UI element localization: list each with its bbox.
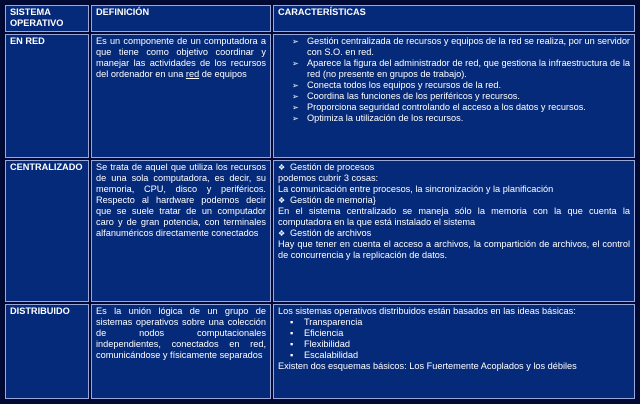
idea-text: Transparencia (304, 317, 363, 327)
feature-text: Optimiza la utilización de los recursos. (307, 113, 464, 123)
row-label-distribuido: DISTRIBUIDO (5, 304, 89, 399)
list-item (292, 80, 630, 91)
mem-text: En el sistema centralizado se maneja sólo la memoria con la que cuenta la computadora en la que está instalado el sistema (278, 206, 630, 227)
list-item (290, 350, 630, 361)
row-label-en-red: EN RED (5, 34, 89, 158)
dist-intro: Los sistemas operativos distribuidos están basados en las ideas básicas: (278, 306, 576, 316)
list-item (292, 36, 630, 58)
list-item (292, 91, 630, 102)
section-title: Gestión de memoria} (290, 195, 376, 205)
dot-bullet-icon: ▪ (290, 328, 294, 338)
feature-text: Conecta todos los equipos y recursos de la red. (307, 80, 502, 90)
arrow-bullet-icon: ➢ (292, 92, 299, 101)
feature-text: Proporciona seguridad controlando el acceso a los datos y recursos. (307, 102, 586, 112)
header-sistema-operativo: SISTEMA OPERATIVO (5, 5, 89, 32)
list-item (292, 102, 630, 113)
list-item (290, 339, 630, 350)
header-row (5, 5, 635, 32)
files-text: Hay que tener en cuenta el acceso a archivos, la compartición de archivos, el control de concurrencia y la replicación de datos. (278, 239, 630, 260)
header-caracteristicas: CARACTERÍSTICAS (273, 5, 635, 32)
arrow-bullet-icon: ➢ (292, 37, 299, 46)
diamond-bullet-icon: ❖ (278, 196, 286, 205)
dot-bullet-icon: ▪ (290, 339, 294, 349)
proc-intro: podemos cubrir 3 cosas: (278, 173, 379, 183)
arrow-bullet-icon: ➢ (292, 59, 299, 68)
idea-text: Flexibilidad (304, 339, 350, 349)
definition-en-red-text-b: de equipos (199, 69, 247, 79)
dot-bullet-icon: ▪ (290, 317, 294, 327)
os-comparison-table (3, 3, 637, 401)
proc-text: La comunicación entre procesos, la sincronización y la planificación (278, 184, 554, 194)
table-row-centralizado (5, 160, 635, 302)
red-link[interactable]: red (185, 69, 200, 79)
diamond-bullet-icon: ❖ (278, 229, 286, 238)
idea-text: Escalabilidad (304, 350, 359, 360)
list-item (292, 113, 630, 124)
list-item (290, 317, 630, 328)
section-title: Gestión de archivos (290, 228, 372, 238)
definition-en-red-text-a: Es un componente de un computadora a que tiene como objetivo coordinar y manejar las actividades de los recursos del ordenador en una (96, 36, 266, 79)
table-row-en-red (5, 34, 635, 158)
arrow-bullet-icon: ➢ (292, 81, 299, 90)
dist-outro: Existen dos esquemas básicos: Los Fuertemente Acoplados y los débiles (278, 361, 577, 371)
feature-text: Gestión centralizada de recursos y equipos de la red se realiza, por un servidor con S.O. en red. (307, 36, 630, 57)
table-row-distribuido (5, 304, 635, 399)
row-label-centralizado: CENTRALIZADO (5, 160, 89, 302)
arrow-bullet-icon: ➢ (292, 114, 299, 123)
features-en-red (273, 34, 635, 158)
features-list-en-red (278, 36, 630, 124)
section-gestion-archivos (278, 228, 630, 239)
dot-bullet-icon: ▪ (290, 350, 294, 360)
definition-en-red (91, 34, 271, 158)
definition-distribuido: Es la unión lógica de un grupo de sistemas operativos sobre una colección de nodos computacionales independientes, conectados en red, comunicándose y físicamente separados (91, 304, 271, 399)
idea-text: Eficiencia (304, 328, 344, 338)
feature-text: Coordina las funciones de los periféricos y recursos. (307, 91, 520, 101)
section-gestion-memoria (278, 195, 630, 206)
features-centralizado (273, 160, 635, 302)
feature-text: Aparece la figura del administrador de red, que gestiona la infraestructura de la red (no presente en grupos de trabajo). (307, 58, 630, 79)
list-item (292, 58, 630, 80)
list-item (290, 328, 630, 339)
header-definicion: DEFINICIÓN (91, 5, 271, 32)
section-title: Gestión de procesos (290, 162, 375, 172)
diamond-bullet-icon: ❖ (278, 163, 286, 172)
ideas-list (278, 317, 630, 361)
definition-centralizado: Se trata de aquel que utiliza los recursos de una sola computadora, es decir, su memoria, CPU, disco y periféricos. Respecto al hardware podemos decir que se suele tratar de un computador caro y de gran potencia, con terminales alfanuméricos directamente conectados (91, 160, 271, 302)
arrow-bullet-icon: ➢ (292, 103, 299, 112)
features-distribuido (273, 304, 635, 399)
table-container (3, 3, 637, 401)
section-gestion-procesos (278, 162, 630, 173)
